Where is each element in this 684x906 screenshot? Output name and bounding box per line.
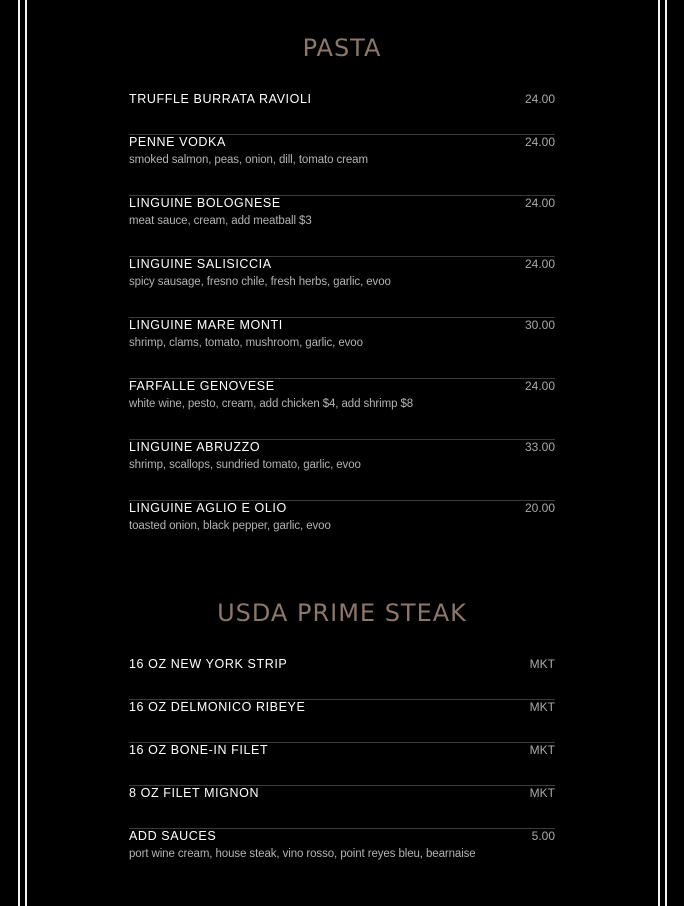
item-name: 8 OZ FILET MIGNON — [129, 786, 260, 800]
item-name: TRUFFLE BURRATA RAVIOLI — [129, 92, 312, 106]
section-title-pasta: PASTA — [302, 34, 382, 62]
menu-item — [129, 786, 555, 829]
item-price: MKT — [529, 743, 555, 757]
left-outer-border-line — [18, 0, 20, 906]
steak-list — [129, 657, 555, 890]
pasta-list — [129, 92, 555, 562]
section-title-steak: USDA PRIME STEAK — [217, 599, 467, 627]
menu-item — [129, 196, 555, 257]
item-name: LINGUINE AGLIO E OLIO — [129, 501, 287, 515]
right-outer-border-line — [665, 0, 667, 906]
menu-item — [129, 440, 555, 501]
item-name: 16 OZ DELMONICO RIBEYE — [129, 700, 306, 714]
item-description: shrimp, clams, tomato, mushroom, garlic, evoo — [129, 337, 363, 349]
item-name: LINGUINE MARE MONTI — [129, 318, 283, 332]
item-name: ADD SAUCES — [129, 829, 217, 843]
item-price: 30.00 — [524, 318, 555, 332]
item-name: LINGUINE ABRUZZO — [129, 440, 261, 454]
item-description: smoked salmon, peas, onion, dill, tomato cream — [129, 154, 368, 166]
item-description: white wine, pesto, cream, add chicken $4, add shrimp $8 — [129, 398, 414, 410]
item-price: 24.00 — [524, 196, 555, 210]
menu-item — [129, 135, 555, 196]
item-price: MKT — [529, 657, 555, 671]
menu-item — [129, 379, 555, 440]
item-description: shrimp, scallops, sundried tomato, garlic, evoo — [129, 459, 361, 471]
item-price: 24.00 — [524, 379, 555, 393]
item-price: 24.00 — [524, 92, 555, 106]
item-price: 24.00 — [524, 257, 555, 271]
item-name: PENNE VODKA — [129, 135, 226, 149]
item-description: meat sauce, cream, add meatball $3 — [129, 215, 312, 227]
menu-item — [129, 700, 555, 743]
menu-item — [129, 657, 555, 700]
item-price: MKT — [529, 786, 555, 800]
item-description: toasted onion, black pepper, garlic, evoo — [129, 520, 331, 532]
menu-item — [129, 318, 555, 379]
menu-item — [129, 92, 555, 135]
menu-item — [129, 743, 555, 786]
item-description: spicy sausage, fresno chile, fresh herbs, garlic, evoo — [129, 276, 391, 288]
menu-item — [129, 501, 555, 562]
menu-item — [129, 257, 555, 318]
item-name: 16 OZ NEW YORK STRIP — [129, 657, 288, 671]
item-description: port wine cream, house steak, vino rosso, point reyes bleu, bearnaise — [129, 848, 476, 860]
left-inner-border-line — [25, 0, 27, 906]
item-name: LINGUINE SALISICCIA — [129, 257, 272, 271]
item-price: 33.00 — [524, 440, 555, 454]
menu-item — [129, 829, 555, 890]
item-name: LINGUINE BOLOGNESE — [129, 196, 281, 210]
right-inner-border-line — [658, 0, 660, 906]
item-name: FARFALLE GENOVESE — [129, 379, 275, 393]
item-price: 5.00 — [531, 829, 555, 843]
item-price: 24.00 — [524, 135, 555, 149]
item-price: 20.00 — [524, 501, 555, 515]
item-name: 16 OZ BONE-IN FILET — [129, 743, 269, 757]
item-price: MKT — [529, 700, 555, 714]
